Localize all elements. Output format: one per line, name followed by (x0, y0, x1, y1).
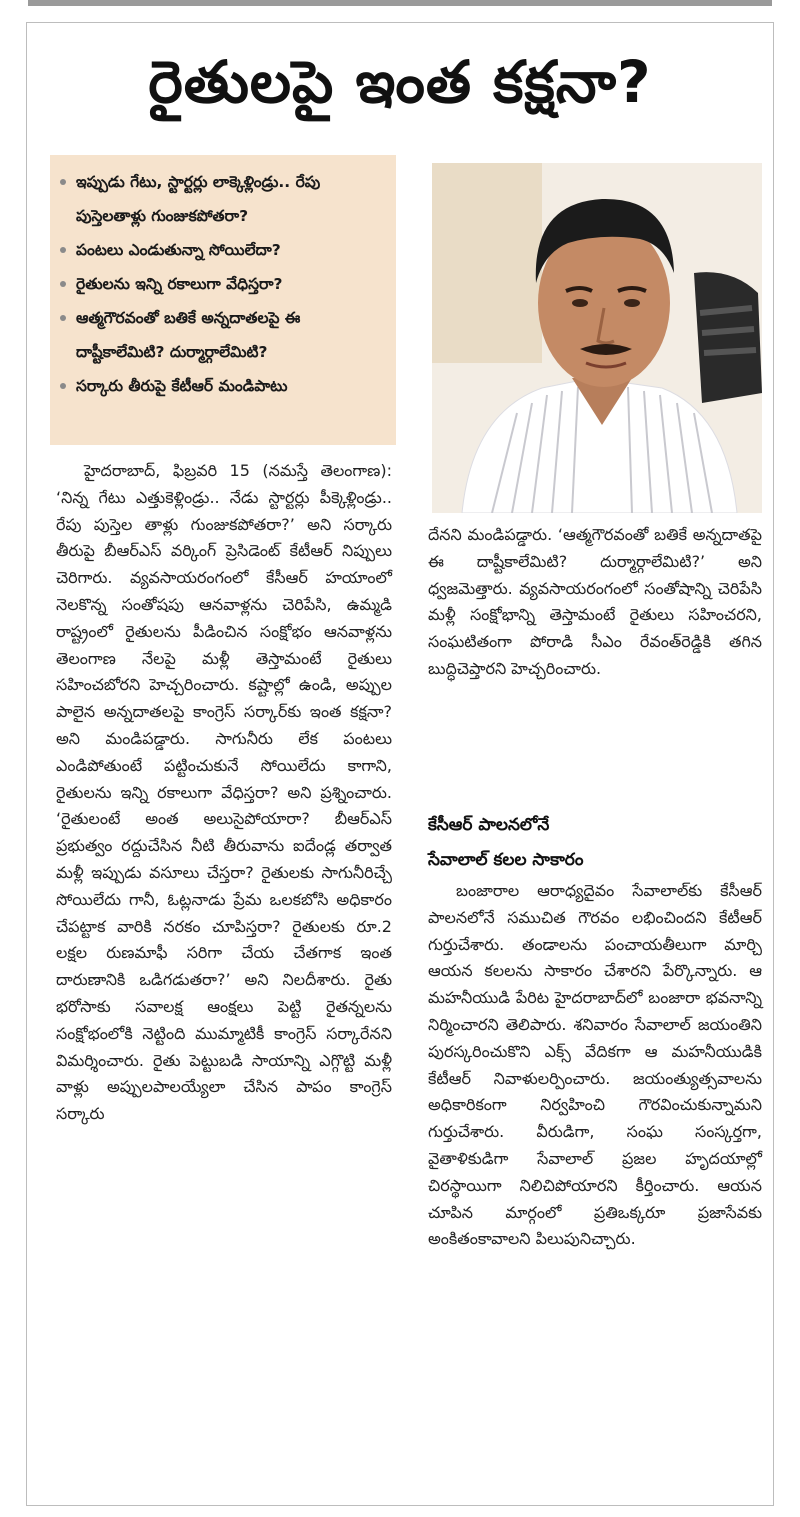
body-text-left: హైదరాబాద్‌, ఫిబ్రవరి 15 (నమస్తే తెలంగాణ): ‘నిన్న గేటు ఎత్తుకెళ్లిండ్రు.. నేడు స్టార్టర్లు పీక్కెళ్లిండ్రు.. రేపు పుస్తెల తాళ్లు గుంజుకపోతరా?’ అని సర్కారు తీరుపై బీఆర్‌ఎస్‌ వర్కింగ్‌ ప్రెసిడెంట్‌ కేటీఆర్‌ నిప్పులు చెరిగారు. వ్యవసాయరంగంలో కేసీఆర్‌ హయాంలో నెలకొన్న సంతోషపు ఆనవాళ్లను చెరిపేసి, ఉమ్మడి రాష్ట్రంలో రైతులను పీడించిన సంక్షోభం ఆనవాళ్లను తెలంగాణ నేలపై మళ్లీ తెస్తామంటే రైతులు సహించబోరని హెచ్చరించారు. కష్టాల్లో ఉండి, అప్పుల పాలైన అన్నదాతలపై కాంగ్రెస్‌ సర్కార్‌కు ఇంత కక్షనా? అని మండిపడ్డారు. సాగునీరు లేక పంటలు ఎండిపోతుంటే పట్టించుకునే సోయిలేదు కాగాని, రైతులను ఇన్ని రకాలుగా వేధిస్తరా? అని ప్రశ్నించారు. ‘రైతులంటే అంత అలుసైపోయారా? బీఆర్‌ఎస్‌ ప్రభుత్వం రద్దుచేసిన నీటి తీరువాను ఐదేండ్ల తర్వాత మళ్లీ ఇప్పుడు వసూలు చేస్తరా? రైతులకు సాగునీరిచ్చే సోయిలేదు గానీ, ఓట్లనాడు ప్రేమ ఒలకబోసి అధికారం చేపట్టాక వారికి నరకం చూపిస్తరా? రైతులకు రూ.2 లక్షల రుణమాఫీ సరిగా చేయ చేతగాక ఇంత దారుణానికి ఒడిగడుతరా?’ అని నిలదీశారు. రైతు భరోసాకు సవాలక్ష ఆంక్షలు పెట్టి రైతన్నలను సంక్షోభంలోకి నెట్టింది ముమ్మాటికీ కాంగ్రెస్‌ సర్కారేనని విమర్శించారు. రైతు పెట్టుబడి సాయాన్ని ఎగ్గొట్టి మళ్లీ వాళ్లు అప్పులపాలయ్యేలా చేసిన పాపం కాంగ్రెస్‌ సర్కారు (56, 461, 392, 1124)
highlight-item: రైతులను ఇన్ని రకాలుగా వేధిస్తరా? (58, 267, 386, 301)
top-rule (28, 0, 772, 6)
headline: రైతులపై ఇంత కక్షనా? (148, 48, 652, 116)
highlight-item: ఇప్పుడు గేటు, స్టార్టర్లు లాక్కెళ్లిండ్రు.. రేపు పుస్తెలతాళ్లు గుంజుకపోతరా? (58, 165, 386, 233)
highlight-item: సర్కారు తీరుపై కేటీఆర్‌ మండిపాటు (58, 369, 386, 403)
body-text-right-top: దేనని మండిపడ్డారు. ‘ఆత్మగౌరవంతో బతికే అన్నదాతపై ఈ దాష్టీకాలేమిటి? దుర్మార్గాలేమిటి?’ అని ధ్వజమెత్తారు. వ్యవసాయరంగంలో సంతోషాన్ని చెరిపేసి మళ్లీ సంక్షోభాన్ని తెస్తామంటే రైతులు సహించరని, సంఘటితంగా పోరాడి సీఎం రేవంత్‌రెడ్డికి తగిన బుద్ధిచెప్తారని హెచ్చరించారు. (428, 525, 762, 678)
subheading-1: కేసీఆర్‌ పాలనలోనే (428, 815, 550, 835)
chair-icon (694, 272, 762, 403)
article-photo (432, 163, 762, 513)
photo-backdrop-left (432, 163, 542, 363)
body-text-right-bottom: బంజారాల ఆరాధ్యదైవం సేవాలాల్‌కు కేసీఆర్‌ పాలనలోనే సముచిత గౌరవం లభించిందని కేటీఆర్‌ గుర్తుచేశారు. తండాలను పంచాయతీలుగా మార్చి ఆయన కలలను సాకారం చేశారని పేర్కొన్నారు. ఆ మహనీయుడి పేరిట హైదరాబాద్‌లో బంజారా భవనాన్ని నిర్మించారని తెలిపారు. శనివారం సేవాలాల్‌ జయంతిని పురస్కరించుకొని ఎక్స్‌ వేదికగా ఆ మహనీయుడికి కేటీఆర్‌ నివాళులర్పించారు. జయంత్యుత్సవాలను అధికారికంగా నిర్వహించి గౌరవించుకున్నామని గుర్తుచేశారు. వీరుడిగా, సంఘ సంస్కర్తగా, వైతాళికుడిగా సేవాలాల్‌ ప్రజల హృదయాల్లో చిరస్థాయిగా నిలిచిపోయారని కీర్తించారు. ఆయన చూపిన మార్గంలో ప్రతిఒక్కరూ ప్రజాసేవకు అంకితంకావాలని పిలుపునిచ్చారు. (428, 881, 762, 1249)
portrait-illustration (432, 163, 762, 513)
highlight-item: ఆత్మగౌరవంతో బతికే అన్నదాతలపై ఈ దాష్టీకాలేమిటి? దుర్మార్గాలేమిటి? (58, 301, 386, 369)
subheading-2: సేవాలాల్‌ కలల సాకారం (428, 850, 584, 870)
highlights-list (58, 165, 386, 403)
highlight-item: పంటలు ఎండుతున్నా సోయిలేదా? (58, 233, 386, 267)
right-eye (624, 299, 640, 307)
highlights-box (50, 155, 396, 445)
left-eye (572, 299, 588, 307)
